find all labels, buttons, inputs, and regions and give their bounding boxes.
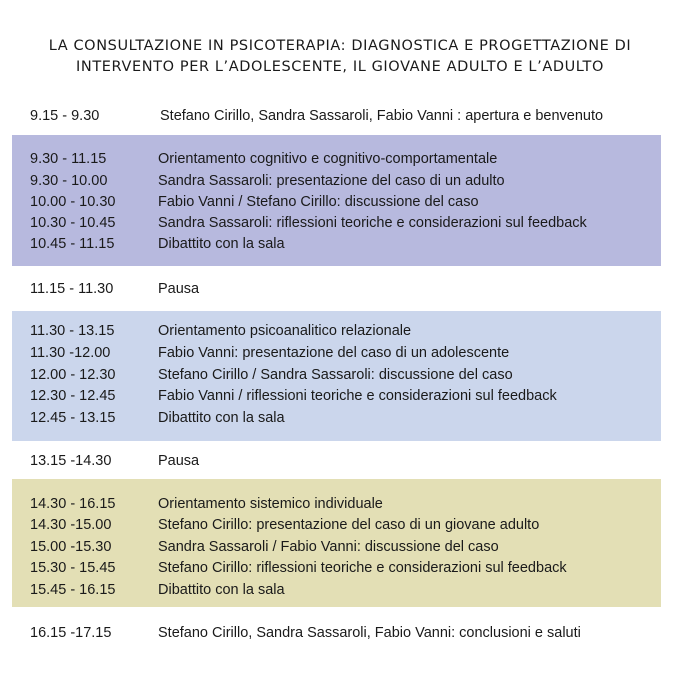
session2-row-desc: Orientamento psicoanalitico relazionale xyxy=(158,323,412,339)
session2-row-desc: Fabio Vanni: presentazione del caso di un adolescente xyxy=(158,345,510,361)
session3-row-time: 15.45 - 16.15 xyxy=(30,582,116,598)
session3-row-time: 14.30 - 16.15 xyxy=(30,496,116,512)
break1-time: 11.15 - 11.30 xyxy=(30,281,114,297)
session3-row-time: 15.00 -15.30 xyxy=(30,539,112,555)
session1-row-time: 10.30 - 10.45 xyxy=(30,215,116,231)
session3-row-desc: Sandra Sassaroli / Fabio Vanni: discussione del caso xyxy=(158,539,499,555)
session2-row-time: 12.30 - 12.45 xyxy=(30,388,116,404)
break1-desc: Pausa xyxy=(158,281,200,297)
session1-row-desc: Orientamento cognitivo e cognitivo-comportamentale xyxy=(158,151,498,167)
session1-row-time: 9.30 - 11.15 xyxy=(30,151,107,167)
session1-row-desc: Sandra Sassaroli: riflessioni teoriche e considerazioni sul feedback xyxy=(158,215,587,231)
session2-row-desc: Stefano Cirillo / Sandra Sassaroli: discussione del caso xyxy=(158,367,513,383)
session2-row-time: 11.30 -12.00 xyxy=(30,345,111,361)
session3-row-desc: Dibattito con la sala xyxy=(158,582,285,598)
session1-row-time: 9.30 - 10.00 xyxy=(30,173,108,189)
session1-row-desc: Sandra Sassaroli: presentazione del caso di un adulto xyxy=(158,173,505,189)
break2-time: 13.15 -14.30 xyxy=(30,453,112,469)
closing-desc: Stefano Cirillo, Sandra Sassaroli, Fabio Vanni: conclusioni e saluti xyxy=(158,625,581,641)
opening-time: 9.15 - 9.30 xyxy=(30,108,100,124)
session3-row-time: 15.30 - 15.45 xyxy=(30,560,116,576)
title-line-2: INTERVENTO PER L’ADOLESCENTE, IL GIOVANE ADULTO E L’ADULTO xyxy=(76,59,604,75)
session2-row-desc: Fabio Vanni / riflessioni teoriche e considerazioni sul feedback xyxy=(158,388,557,404)
session3-row-desc: Stefano Cirillo: riflessioni teoriche e considerazioni sul feedback xyxy=(158,560,567,576)
session3-row-time: 14.30 -15.00 xyxy=(30,517,112,533)
opening-desc: Stefano Cirillo, Sandra Sassaroli, Fabio Vanni : apertura e benvenuto xyxy=(160,108,604,124)
session3-row-desc: Orientamento sistemico individuale xyxy=(158,496,383,512)
session2-row-desc: Dibattito con la sala xyxy=(158,410,285,426)
title-line-1: LA CONSULTAZIONE IN PSICOTERAPIA: DIAGNOSTICA E PROGETTAZIONE DI xyxy=(48,38,632,54)
session1-row-desc: Fabio Vanni / Stefano Cirillo: discussione del caso xyxy=(158,194,479,210)
session3-row-desc: Stefano Cirillo: presentazione del caso di un giovane adulto xyxy=(158,517,540,533)
closing-time: 16.15 -17.15 xyxy=(30,625,112,641)
session2-row-time: 12.00 - 12.30 xyxy=(30,367,116,383)
session1-row-time: 10.45 - 11.15 xyxy=(30,236,115,252)
program-title xyxy=(0,36,680,78)
session2-row-time: 11.30 - 13.15 xyxy=(30,323,115,339)
session1-row-desc: Dibattito con la sala xyxy=(158,236,285,252)
session1-row-time: 10.00 - 10.30 xyxy=(30,194,116,210)
session2-row-time: 12.45 - 13.15 xyxy=(30,410,116,426)
break2-desc: Pausa xyxy=(158,453,200,469)
